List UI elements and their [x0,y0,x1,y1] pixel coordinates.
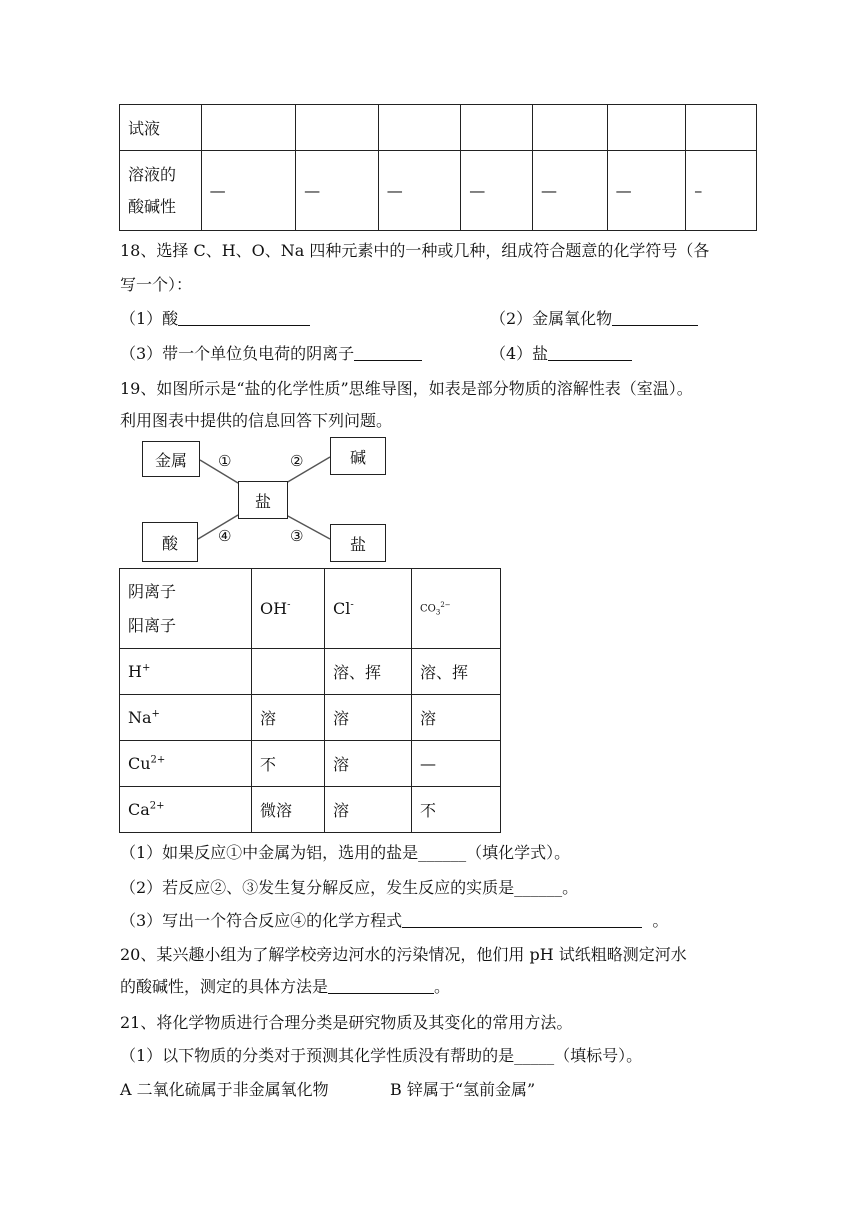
q21-option-a: A 二氧化硫属于非金属氧化物 [120,1080,329,1099]
cell: 溶 [325,787,412,833]
header-ion-labels: 阴离子 阳离子 [120,569,252,649]
q19-sub1: （1）如果反应①中金属为铝，选用的盐是______（填化学式）。 [120,843,571,862]
q21-line1: 21、将化学物质进行合理分类是研究物质及其变化的常用方法。 [120,1013,573,1032]
cell: — [412,741,501,787]
dash-cell: — [296,151,379,231]
cell: 溶 [325,741,412,787]
row-label-test-solution: 试液 [120,105,202,151]
cell: 溶、挥 [325,649,412,695]
q20-line2: 的酸碱性，测定的具体方法是 。 [120,977,451,996]
q18-part3: （3）带一个单位负电荷的阴离子 [120,341,422,364]
q18-line2: 写一个）： [120,275,193,294]
q19-line1: 19、如图所示是“盐的化学性质”思维导图，如表是部分物质的溶解性表（室温）。 [120,379,693,398]
row-ion-cu: $Cu^{2+}$ [120,741,252,787]
row-ion-ca: $Ca^{2+}$ [120,787,252,833]
q19-sub3: （3）写出一个符合反应④的化学方程式 。 [120,911,669,930]
col-cl: Cl- [325,569,412,649]
col-co3: $CO_3^{2-}$ [412,569,501,649]
q19-sub2: （2）若反应②、③发生复分解反应，发生反应的实质是______。 [120,878,579,897]
cell: 溶 [325,695,412,741]
col-oh: OH- [252,569,325,649]
cell: 溶、挥 [412,649,501,695]
q18-part4: （4）盐 [490,341,632,364]
cell: 溶 [252,695,325,741]
q18-part2: （2）金属氧化物 [490,306,698,329]
dash-cell: — [532,151,607,231]
q19-line2: 利用图表中提供的信息回答下列问题。 [120,411,393,430]
map-label-3: ③ [290,527,304,545]
row-ion-h: H+ [120,649,252,695]
cell: 不 [412,787,501,833]
row-ion-na: Na+ [120,695,252,741]
map-label-4: ④ [218,527,232,545]
map-base-box: 碱 [330,437,386,475]
q18-part1: （1）酸 [120,306,310,329]
q20-line1: 20、某兴趣小组为了解学校旁边河水的污染情况，他们用 pH 试纸粗略测定河水 [120,945,687,964]
dash-cell: — [201,151,296,231]
q21-option-b: B 锌属于“氢前金属” [390,1080,536,1099]
cell: 微溶 [252,787,325,833]
map-acid-box: 酸 [142,522,198,562]
dash-cell: – [686,151,757,231]
cell: 溶 [412,695,501,741]
dash-cell: — [378,151,461,231]
cell: 不 [252,741,325,787]
q21-line2: （1）以下物质的分类对于预测其化学性质没有帮助的是_____（填标号）。 [120,1046,643,1065]
map-metal-box: 金属 [142,441,200,477]
dash-cell: — [461,151,533,231]
top-table [119,104,757,231]
dash-cell: — [607,151,686,231]
map-label-1: ① [218,452,232,470]
map-salt-box: 盐 [330,524,386,562]
cell [252,649,325,695]
solubility-table [119,568,501,833]
map-label-2: ② [290,452,304,470]
q18-line1: 18、选择 C、H、O、Na 四种元素中的一种或几种，组成符合题意的化学符号（各 [120,241,710,260]
row-label-acidity: 溶液的 酸碱性 [120,151,202,231]
map-salt-center-box: 盐 [238,481,288,519]
